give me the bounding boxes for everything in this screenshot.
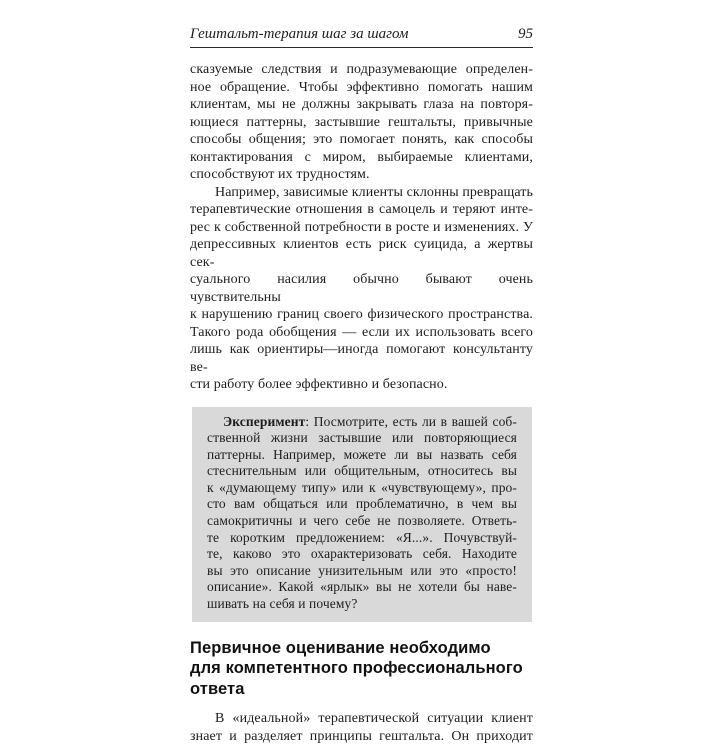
experiment-box-first-line <box>207 414 517 431</box>
section-heading-line: для компетентного профессионального <box>190 659 523 678</box>
text-line: вы это описание унизительным или это «просто! <box>207 562 517 578</box>
text-line: сти работу более эффективно и безопасно. <box>190 377 448 392</box>
text-line: сто вам общаться или проблематично, в чем вы <box>207 496 517 512</box>
paragraph <box>190 61 533 184</box>
text-line: рес к собственной потребности в росте и изменениях. У <box>190 219 533 235</box>
text-line: описание». Какой «ярлык» вы не хотели бы наве- <box>207 579 517 595</box>
experiment-label: Эксперимент <box>223 413 306 429</box>
text-line: шивать на себя и почему? <box>207 596 358 612</box>
section-heading-line: ответа <box>190 679 245 698</box>
text-line: терапевтические отношения в самоцель и теряют инте- <box>190 202 533 217</box>
text-line: Например, зависимые клиенты склонны превращать <box>215 184 533 200</box>
page-body <box>190 61 533 745</box>
text-line: стеснительным или общительным, относитесь вы <box>207 463 517 479</box>
text-line: способы общения; это помогает понять, как способы <box>190 132 533 147</box>
experiment-box <box>192 407 532 622</box>
text-line: лишь как ориентиры—иногда помогают консультанту ве- <box>190 342 533 375</box>
text-line: суального насилия обычно бывают очень чувствительны <box>190 272 533 305</box>
text-line: В «идеальной» терапевтической ситуации клиент <box>215 711 533 727</box>
experiment-first-line-rest: : Посмотрите, есть ли в вашей соб- <box>305 413 517 429</box>
text-line: сказуемые следствия и подразумевающие определен- <box>190 62 533 77</box>
text-line: те, каково это охарактеризовать себя. Находите <box>207 546 517 562</box>
experiment-box-body <box>207 430 517 613</box>
text-line: контактирования с миром, выбираемые клиентами, <box>190 149 533 165</box>
book-page <box>190 26 533 745</box>
text-line: к «думающему типу» или к «чувствующему», про- <box>207 479 517 495</box>
text-line: самокритичны и чего себе не позволяете. Ответь- <box>207 513 517 529</box>
section-heading-line: Первичное оценивание необходимо <box>190 638 491 657</box>
text-line: клиентам, мы не должны закрывать глаза на повторя- <box>190 97 533 112</box>
text-line: ное обращение. Чтобы эффективно помогать нашим <box>190 79 533 95</box>
text-line: знает и разделяет принципы гештальта. Он приходит <box>190 728 533 744</box>
text-line: ющиеся паттерны, застывшие гештальты, привычные <box>190 114 533 130</box>
paragraph <box>190 710 533 745</box>
text-line: способствуют их трудностям. <box>190 167 370 182</box>
page-number: 95 <box>518 26 533 42</box>
text-line: ственной жизни застывшие или повторяющиеся <box>207 430 517 446</box>
text-line: те коротким предложением: «Я...». Почувствуй- <box>207 529 517 545</box>
text-line: депрессивных клиентов есть риск суицида, а жертвы сек- <box>190 237 533 270</box>
text-line: к нарушению границ своего физического пространства. <box>190 307 533 322</box>
section-heading <box>190 638 533 700</box>
text-line: Такого рода обобщения — если их использовать всего <box>190 324 533 340</box>
running-header <box>190 26 533 48</box>
running-title: Гештальт-терапия шаг за шагом <box>190 26 409 42</box>
paragraph <box>190 184 533 394</box>
text-line: паттерны. Например, можете ли вы назвать себя <box>207 446 517 462</box>
